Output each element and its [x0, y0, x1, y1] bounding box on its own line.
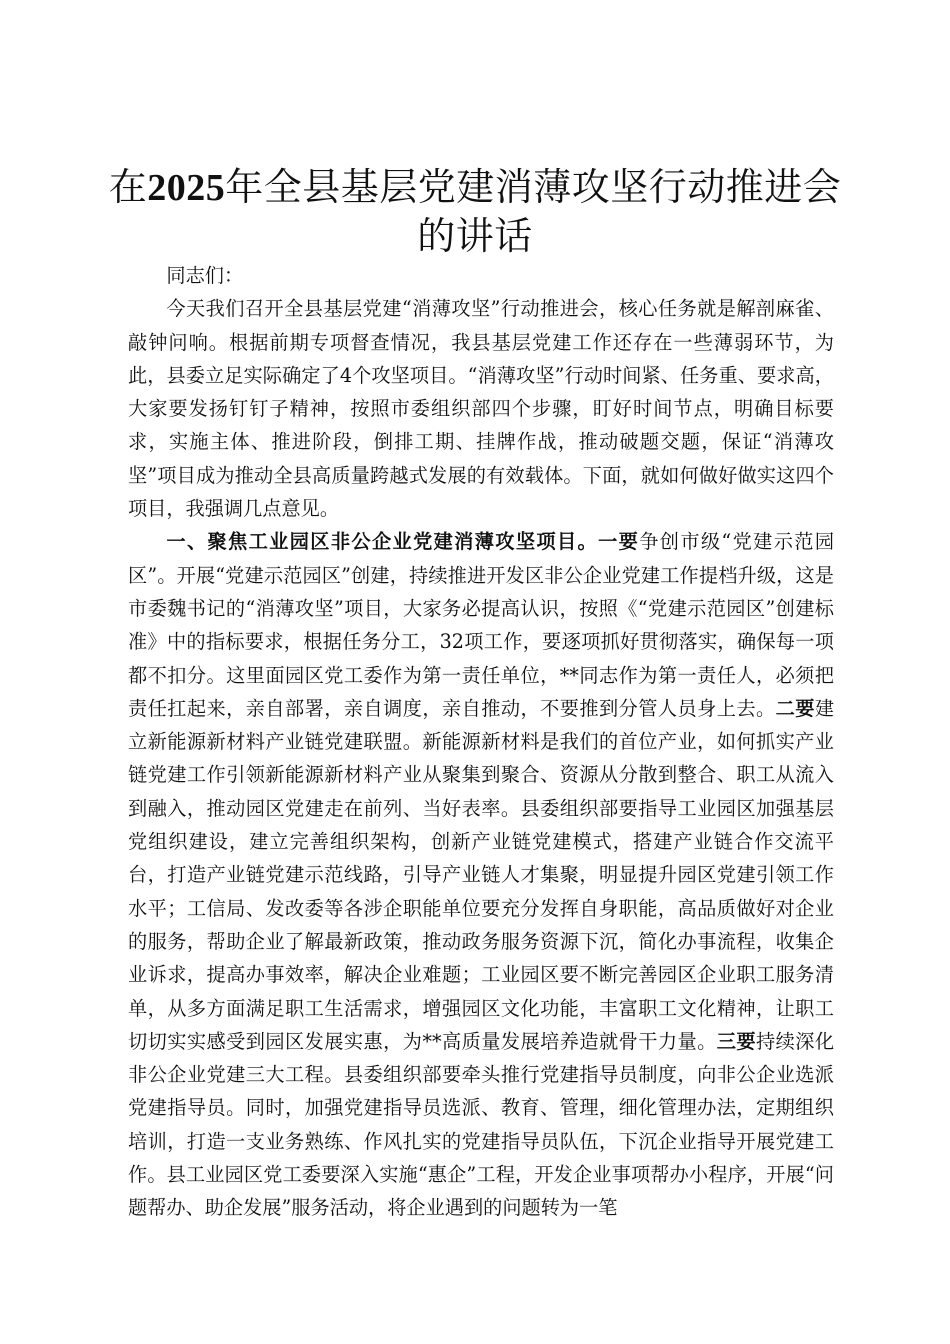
section-1-heading: 一、聚焦工业园区非公企业党建消薄攻坚项目。 [166, 530, 599, 554]
point-1-text: 争创市级“党建示范园区”。开展“党建示范园区”创建，持续推进开发区非公企业党建工作提档升级，这是市委魏书记的“消薄攻坚”项目，大家务必提高认识，按照《“党建示范园区”创建标准》中的指标要求，根据任务分工，32项工作，要逐项抓好贯彻落实，确保每一项都不扣分。这里面园区党工委作为第一责任单位，**同志作为第一责任人，必须把责任扛起来，亲自部署，亲自调度，亲自推动，不要推到分管人员身上去。 [128, 530, 835, 720]
point-2-label: 二要 [775, 696, 815, 720]
title-year: 2025 [147, 167, 226, 209]
point-3-label: 三要 [716, 1029, 756, 1053]
point-2-text: 建立新能源新材料产业链党建联盟。新能源新材料是我们的首位产业，如何抓实产业链党建工作引领新能源新材料产业从聚集到聚合、资源从分散到整合、职工从流入到融入，推动园区党建走在前列、当好表率。县委组织部要指导工业园区加强基层党组织建设，建立完善组织架构，创新产业链党建模式，搭建产业链合作交流平台，打造产业链党建示范线路，引导产业链人才集聚，明显提升园区党建引领工作水平；工信局、发改委等各涉企职能单位要充分发挥自身职能，高品质做好对企业的服务，帮助企业了解最新政策，推动政务服务资源下沉，简化办事流程，收集企业诉求，提高办事效率，解决企业难题；工业园区要不断完善园区企业职工服务清单，从多方面满足职工生活需求，增强园区文化功能，丰富职工文化精神，让职工切切实实感受到园区发展实惠，为**高质量发展培养造就骨干力量。 [128, 696, 835, 1053]
document-body [128, 259, 834, 1225]
salutation: 同志们： [166, 264, 244, 287]
point-3-text: 持续深化非公企业党建三大工程。县委组织部要牵头推行党建指导员制度，向非公企业选派党建指导员。同时，加强党建指导员选派、教育、管理，细化管理办法，定期组织培训，打造一支业务熟练、作风扎实的党建指导员队伍，下沉企业指导开展党建工作。县工业园区党工委要深入实施“惠企”工程，开发企业事项帮办小程序，开展“问题帮办、助企发展”服务活动，将企业遇到的问题转为一笔 [128, 1029, 835, 1220]
title-prefix: 在 [108, 165, 148, 209]
intro-paragraph: 今天我们召开全县基层党建“消薄攻坚”行动推进会，核心任务就是解剖麻雀、敲钟问响。根据前期专项督查情况，我县基层党建工作还存在一些薄弱环节，为此，县委立足实际确定了4个攻坚项目。“消薄攻坚”行动时间紧、任务重、要求高，大家要发扬钉钉子精神，按照市委组织部四个步骤，盯好时间节点，明确目标要求，实施主体、推进阶段，倒排工期、挂牌作战，推动破题交题，保证“消薄攻坚”项目成为推动全县高质量跨越式发展的有效载体。下面，就如何做好做实这四个项目，我强调几点意见。 [128, 297, 834, 521]
section-1-paragraph [128, 525, 834, 1224]
title-suffix: 年全县基层党建消薄攻坚行动推进会的讲话 [225, 165, 842, 258]
document-title [100, 163, 850, 260]
point-1-label: 一要 [598, 530, 640, 554]
